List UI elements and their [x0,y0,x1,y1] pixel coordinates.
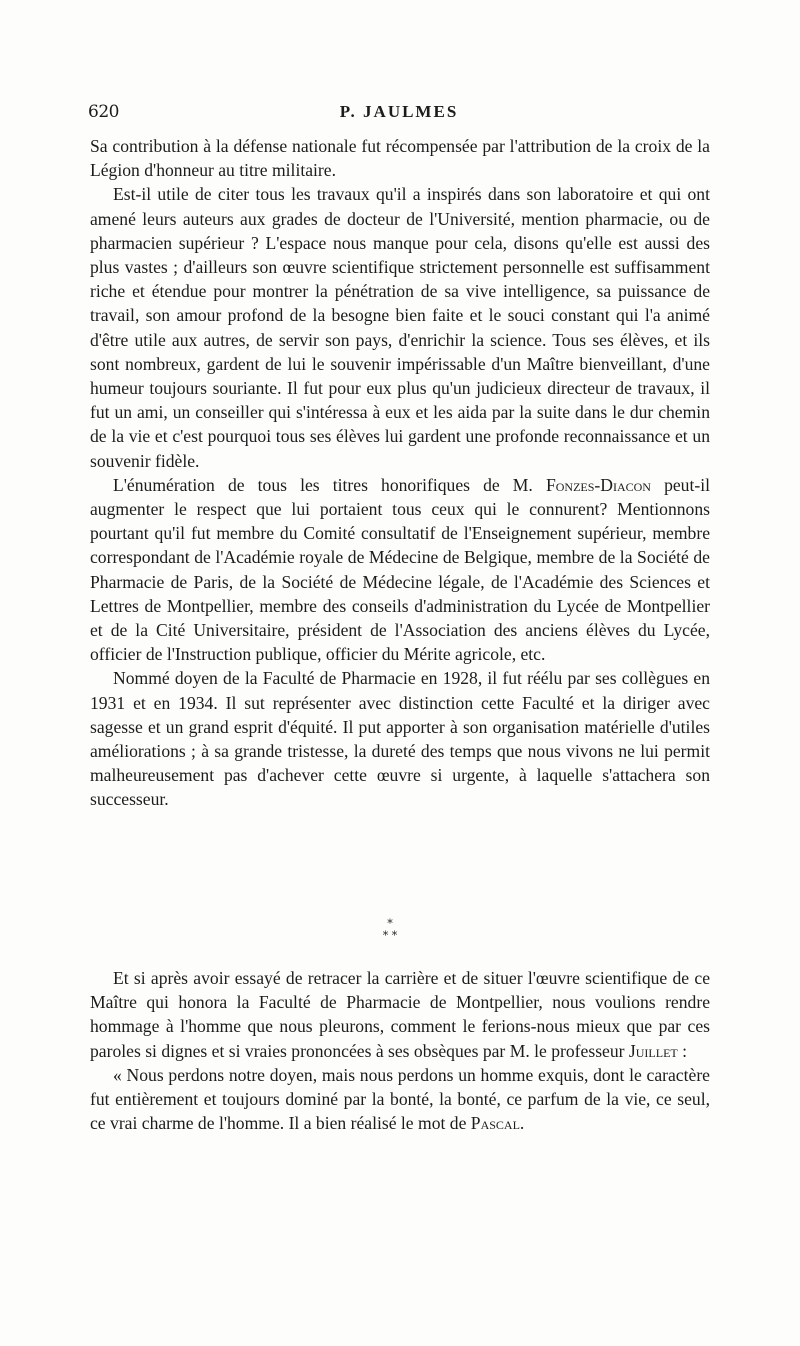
running-head: P. JAULMES [339,102,459,121]
paragraph-titres: L'énumération de tous les titres honorifiques de M. Fonzes-Diacon peut-il augmenter le respect que lui portaient tous ceux qui le connurent? Mentionnons pourtant qu'il fut membre du Comité consultatif de l'Enseignement supérieur, membre correspondant de l'Académie royale de Médecine de Belgique, membre de la Société de Pharmacie de Paris, de la Société de Médecine légale, de l'Académie des Sciences et Lettres de Montpellier, membre des conseils d'administration du Lycée de Montpellier et de la Cité Universitaire, président de l'Association des anciens élèves du Lycée, officier de l'Instruction publique, officier du Mérite agricole, etc. [90,474,711,665]
paragraph-hommage: Et si après avoir essayé de retracer la carrière et de situer l'œuvre scientifique de ce Maître qui honora la Faculté de Pharmacie de Montpellier, nous voulions rendre hommage à l'homme que nous pleurons, comment le ferions-nous mieux que par ces paroles si dignes et si vraies prononcées à ses obsèques par M. le professeur Juillet : [90,968,710,1061]
person-name: Pascal [470,1113,520,1134]
paragraph-doyen: Nommé doyen de la Faculté de Pharmacie en 1928, il fut réélu par ses collègues en 1931 et en 1934. Il sut représenter avec distinction cette Faculté et la diriger avec sagesse et un grand esprit d'équité. Il put apporter à son organisation matérielle d'utiles améliorations ; à sa grande tristesse, la dureté des temps que nous vivons ne lui permit malheureusement pas d'achever cette œuvre si urgente, à laquelle s'attachera son successeur. [90,668,710,810]
page-number: 620 [88,102,119,122]
person-name: Fonzes-Diacon [545,474,651,495]
paragraph-quote: « Nous perdons notre doyen, mais nous perdons un homme exquis, dont le caractère fut entièrement et toujours dominé par la bonté, la bonté, ce parfum de la vie, ce seul, ce vrai charme de l'homme. Il a bien réalisé le mot de Pascal. [90,1064,710,1134]
person-name: Juillet [628,1040,678,1061]
paragraph-defense: Sa contribution à la défense nationale fut récompensée par l'attribution de la croix de la Légion d'honneur au titre militaire. [90,136,710,181]
section-asterism: * * * [382,917,398,942]
body-text-upper [90,134,710,812]
page-header [88,98,710,128]
paragraph-travaux: Est-il utile de citer tous les travaux qu'il a inspirés dans son laboratoire et qui ont amené leurs auteurs aux grades de docteur de l'Université, mention pharmacie, ou de pharmacien supérieur ? L'espace nous manque pour cela, disons qu'elle est aussi des plus vastes ; d'ailleurs son œuvre scientifique strictement personnelle est suffisamment riche et étendue pour montrer la pénétration de sa vive intelligence, sa puissance de travail, son amour profond de la besogne bien faite et le souci constant qui l'a animé d'être utile aux autres, de servir son pays, d'enrichir la science. Tous ses élèves, et ils sont nombreux, gardent de lui le souvenir impérissable d'un Maître bienveillant, d'une humeur toujours souriante. Il fut pour eux plus qu'un judicieux directeur de travaux, il fut un ami, un conseiller qui s'intéressa à eux et les aida par la suite dans le dur chemin de la vie et c'est pourquoi tous ses élèves lui gardent une profonde reconnaissance et un souvenir fidèle. [90,184,710,471]
body-text-lower [90,966,710,1135]
